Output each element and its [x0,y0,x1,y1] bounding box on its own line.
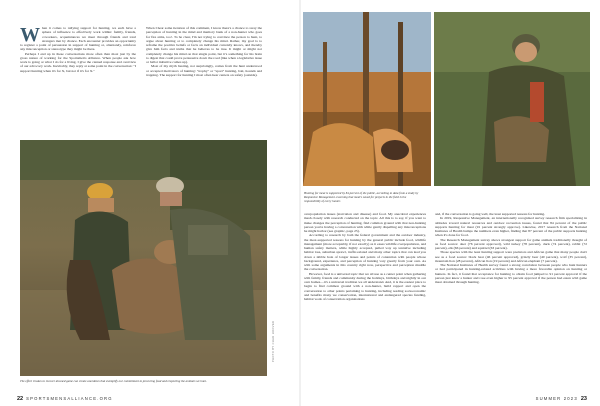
paragraph: According to research by both the federal government and the outdoor industry, the most-supported reasons for hunting by the general public include food, wildlife management (more acceptably, if not exactly) as it eases wildlife overpopulation, and human safety matters, while highly accepted, pulled way up tentative including habitat loss, suburban sprawl, traffic-related and many other topics that can lead you down a nibble hole of longer issues and points of contention with people whose background, experience, and perception of hunting vary greatly from your own. As with some arguments in this country right now, perspective and perception muddle the conversation. [304,233,426,272]
article-column-3 [304,212,426,394]
paragraph: Those species with the least hunting support were predators and African game that many people don't see as a food source: black bear (46 percent approved), grizzly bear (40 percent), wolf (35 percent), mountain lion (28 percent), African lion (19 percent) and African elephant (7 percent). [435,250,587,263]
top-right-photo [434,12,590,186]
article-column-2 [146,26,262,138]
website: SPORTSMENSALLIANCE.ORG [26,396,113,401]
paragraph: The Research Management survey shows strongest support for game animals traditionally thought of as food source: deer (76 percent approved), wild turkey (78 percent), duck (74 percent), rabbit (72 percent), elk (66 percent) and squirrel (63 percent). [435,237,587,250]
main-photo [20,140,267,376]
paragraph: In 2019, Responsive Management, an internationally recognized survey research firm specializing in attitudes toward natural resources and outdoor recreation issues, found that 84 percent of the public supports hunting for meat (91 percent strongly approve). Likewise, 2017 research from the National Institutes of Health bumps the numbers even higher, finding that 87 percent of the public supports hunting when it's done for food. [435,216,587,238]
drop-cap: W [20,26,40,46]
paragraph: Perhaps I end up in these conversations more often than most just by the gross nature of working for the Sportsmen's Alliance. When people ask how work is going or what I do for a living, I give the canned response and overview of our advocacy work. Inevitably, they reply at some point in the conversation: "I support hunting when it's for X, but not if it's for X." [20,51,136,73]
main-photo-caption: The effort it takes to recover downed game can create anecdotes that exemplify our commitment to procuring food and respecting the animals we hunt. [20,379,207,383]
right-photo-caption: Hunting for meat is supported by 84 percent of the public, according to data from a study by Responsive Management. Learning that meat's saved for projects in the field is the responsibility of every hunter. [304,191,419,203]
paragraph: When I hear some iteration of this comment, I know there's a chance to sway the perception of hunting in the mind and memory bank of a non-hunter who goes for fire arms, too!. To be clear, I'm not trying to convince the person to hunt, to argue about hunting or to completely change his mind. Rather, my goal is to reframe the positive beliefs or facts an individual currently knows, and thereby give him facts and truths that he believes to be true. It might or might not completely change his mind on that single point, but it's something for his brain to digest that could prove persuasive down the road (like when a legislative issue or ballot initiative comes up). [146,26,262,64]
page-number: 22 [17,396,24,402]
page-number: 23 [580,396,587,402]
top-left-photo [303,12,431,186]
right-folio [536,396,590,402]
paragraph: The National Institutes of Health survey found a strong correlation between people who hunt hunters or had participated in hunting-related activities with having a more favorable opinion on hunting or hunters. In fact, it found that acceptance for hunting to obtain food jumped to 91 percent approval if the person just knew a hunter and rose even higher to 95 percent approval if the person had eaten wild game meat obtained through hunting. [435,263,587,284]
paragraph: Most of my myth busting, not surprisingly, comes from the hunt understood or accepted motivators of hunting: "trophy" or "sport" hunting, bait, hounds and trapping. The support for hunting I most often hear centers on safety (outside). [146,64,262,77]
paragraph: However, food is a universal topic that we all use as a center point when gathering with family, friends and community during the holidays, birthdays and nightly in our own homes—it's a universal tradition we all understand. And, it is the easiest place to begin to find common ground with a non-hunter, build rapport and open the conversation to other points pertaining to hunting, including reading socioeconomic and benefits many we conservation, international and endangered species funding, habitat work of conservation organizations [304,271,426,301]
issue-date: SUMMER 2023 [535,396,578,401]
paragraph: and, if the conversation is going well, the least supported reasons for hunting. [435,212,546,216]
spine-gutter [299,0,301,406]
paragraph: hen it comes to rallying support for hunting, we each have a sphere of influence to effectively work within: family, friends, coworkers, acquaintances we meet through friends and total strangers met by chance. Each encounter provides an opportunity to register a point of persuasion in support of hunting or, alternately, reinforce any misconception or stereotype they might be there. [20,26,136,52]
article-column-1 [20,26,136,136]
paragraph: overpopulation issues (starvation and disease) and food. My anecdotal experiences mesh closely with research conducted on the topic. All this is to say, if you want to make changes the perception of hunting, find common ground with that non-hunting person you're having a conversation with while gently dispelling any misconceptions he might harbor (see graphic, page 25). [304,212,426,233]
left-folio [14,396,113,402]
photo-credit: PHOTO BY CHAD HOOVER [272,320,275,362]
article-column-4 [435,212,587,394]
